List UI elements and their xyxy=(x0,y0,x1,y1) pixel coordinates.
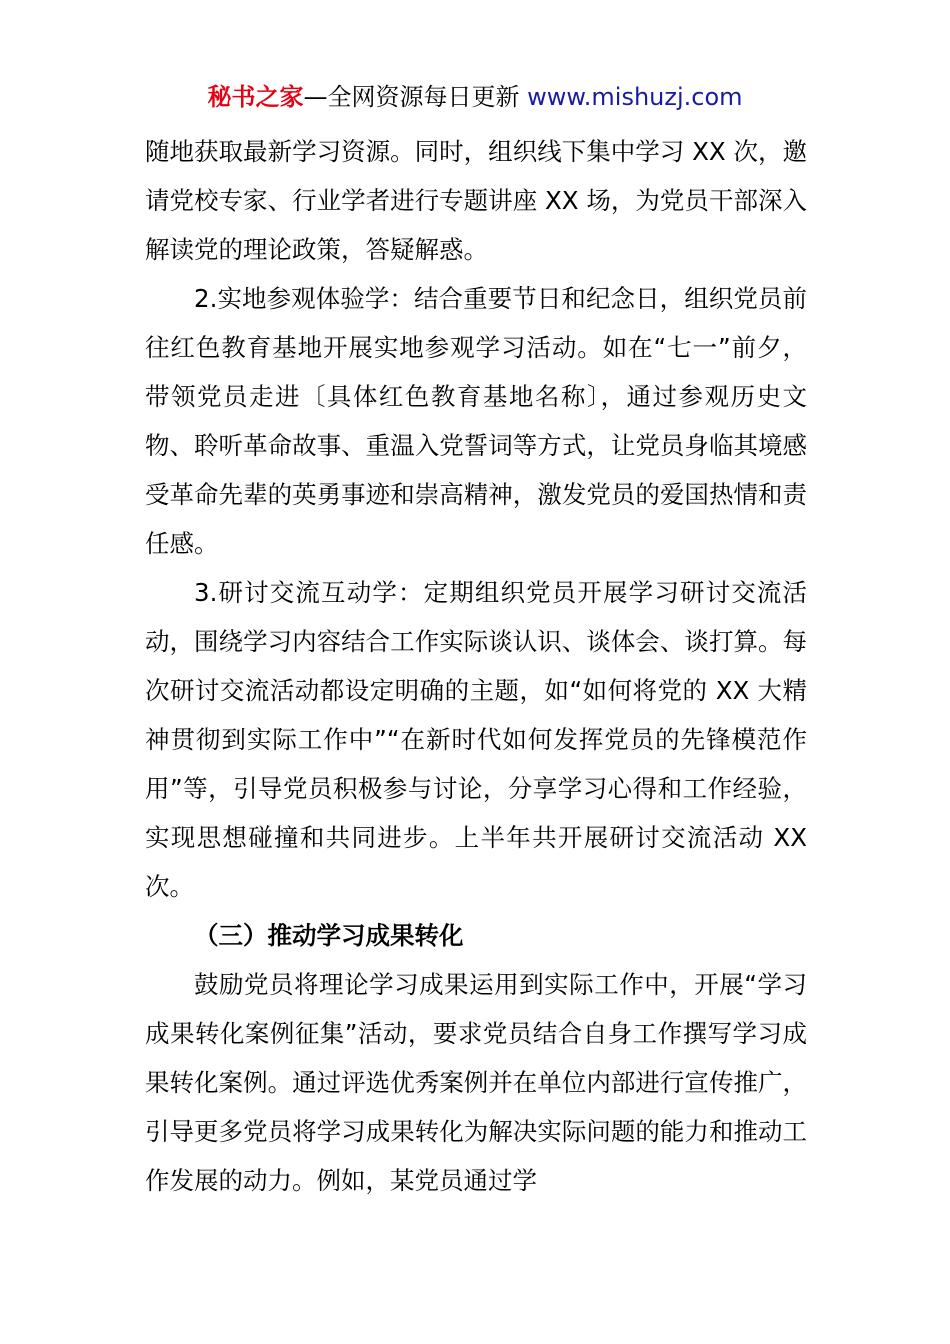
paragraph-field-visit: 2.实地参观体验学：结合重要节日和纪念日，组织党员前往红色教育基地开展实地参观学习活动。如在“七一”前夕，带领党员走进〔具体红色教育基地名称〕，通过参观历史文物、聆听革命故事、重温入党誓词等方式，让党员身临其境感受革命先辈的英勇事迹和崇高精神，激发党员的爱国热情和责任感。 xyxy=(145,284,807,558)
header-tagline: —全网资源每日更新 xyxy=(303,83,528,111)
paragraph-discussion: 3.研讨交流互动学：定期组织党员开展学习研讨交流活动，围绕学习内容结合工作实际谈认识、谈体会、谈打算。每次研讨交流活动都设定明确的主题，如“如何将党的 XX 大精神贯彻到实际工作中”“在新时代如何发挥党员的先锋模范作用”等，引导党员积极参与讨论，分享学习心得和工作经验，实现思想碰撞和共同进步。上半年共开展研讨交流活动 XX 次。 xyxy=(145,578,807,901)
paragraph-continuation: 随地获取最新学习资源。同时，组织线下集中学习 XX 次，邀请党校专家、行业学者进行专题讲座 XX 场，为党员干部深入解读党的理论政策，答疑解惑。 xyxy=(145,137,807,264)
site-url-link[interactable]: www.mishuzj.com xyxy=(527,83,743,111)
site-header xyxy=(0,80,950,114)
paragraph-results-transformation: 鼓励党员将理论学习成果运用到实际工作中，开展“学习成果转化案例征集”活动，要求党员结合自身工作撰写学习成果转化案例。通过评选优秀案例并在单位内部进行宣传推广，引导更多党员将学习成果转化为解决实际问题的能力和推动工作发展的动力。例如，某党员通过学 xyxy=(145,970,807,1195)
section-heading: （三）推动学习成果转化 xyxy=(194,921,464,950)
document-body xyxy=(145,127,807,1205)
brand-name: 秘书之家 xyxy=(207,83,304,111)
